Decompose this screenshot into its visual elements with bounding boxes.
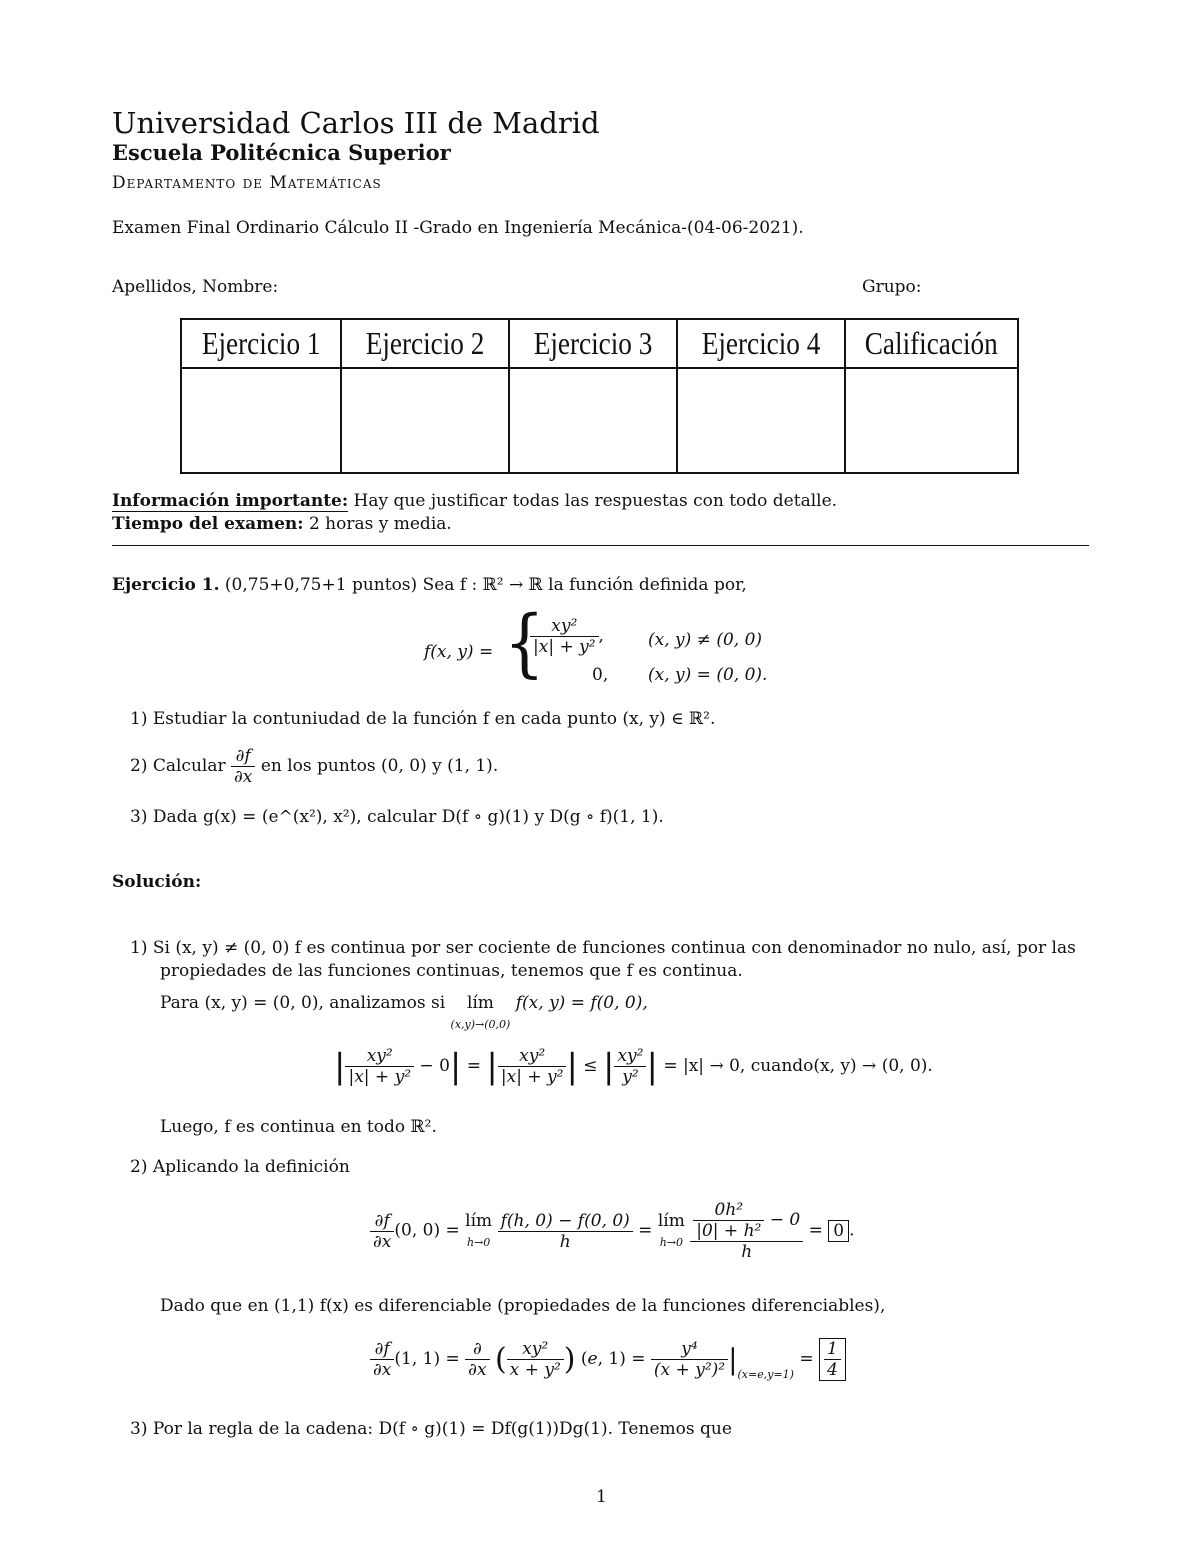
case-2-value: 0, xyxy=(592,665,609,685)
case-1-condition: (x, y) ≠ (0, 0) xyxy=(648,630,763,650)
page-number: 1 xyxy=(596,1487,607,1507)
group-label: Grupo: xyxy=(862,277,922,297)
solution-1-line-1: 1) Si (x, y) ≠ (0, 0) f es continua por ser cociente de funciones continua con denominador no nulo, así, por las xyxy=(130,938,1076,958)
grade-cell-1[interactable] xyxy=(181,368,341,473)
department-name: Departamento de Matemáticas xyxy=(112,173,382,193)
inequality-equation: | $\frac{\text{xy²}}{\text{|x| + y²}}$ − 0| = | $\frac{\text{xy²}}{\text{|x| + y²}}$ | ≤ | $\frac{\text{xy²}}{\text{y²}}$ | = |x| → 0, cuando(x, y) → (0, 0). xyxy=(334,1046,933,1087)
grades-header-5: Calificación xyxy=(858,319,1005,368)
grades-header-3: Ejercicio 3 xyxy=(522,319,665,368)
function-lhs: f(x, y) = xyxy=(424,642,494,662)
exam-time: Tiempo del examen: 2 horas y media. xyxy=(112,514,452,534)
divider xyxy=(112,545,1089,546)
grades-table xyxy=(180,318,1019,474)
solution-1-line-2: propiedades de las funciones continuas, tenemos que f es continua. xyxy=(160,961,743,981)
partial-derivative-definition: $\frac{\partial f}{\partial x}$ (0, 0) = lím h→0 $\frac{f(h, 0) - f(0, 0)}{h}$ = lím h→0 $\frac{\text{0h²}}{\text{|0| + h²}}$ − 0 h = 0 . xyxy=(370,1200,855,1262)
name-label: Apellidos, Nombre: xyxy=(112,277,279,297)
grade-cell-3[interactable] xyxy=(509,368,677,473)
question-1: 1) Estudiar la contuniudad de la función f en cada punto (x, y) ∈ ℝ². xyxy=(130,709,716,729)
important-info: Información importante: Hay que justificar todas las respuestas con todo detalle. xyxy=(112,491,838,511)
brace-icon: { xyxy=(504,601,545,687)
partial-derivative-at-1-1: $\frac{\partial f}{\partial x}$ (1, 1) = $\frac{\partial}{\partial x}$ ( $\frac{\text{xy²}}{\text{x + y²}}$ ) (e, 1) = $\frac{\text{y⁴}}{\text{(x + y²)²}}$ $|_{(x=e,y=1)}$ = $\frac{1}{4}$ xyxy=(370,1338,846,1381)
exercise-1-statement: Ejercicio 1. (0,75+0,75+1 puntos) Sea f : ℝ² → ℝ la función definida por, xyxy=(112,575,747,595)
grade-cell-4[interactable] xyxy=(677,368,845,473)
university-title: Universidad Carlos III de Madrid xyxy=(112,106,600,140)
solution-2-intro: 2) Aplicando la definición xyxy=(130,1157,350,1177)
question-3: 3) Dada g(x) = (e^(x²), x²), calcular D(f ∘ g)(1) y D(g ∘ f)(1, 1). xyxy=(130,807,664,827)
grades-header-1: Ejercicio 1 xyxy=(193,319,329,368)
question-2: 2) Calcular $\frac{\partial f}{\partial x}$ en los puntos (0, 0) y (1, 1). xyxy=(130,746,499,787)
solution-1-conclusion: Luego, f es continua en todo ℝ². xyxy=(160,1117,437,1137)
solution-3-intro: 3) Por la regla de la cadena: D(f ∘ g)(1) = Df(g(1))Dg(1). Tenemos que xyxy=(130,1419,732,1439)
exam-title: Examen Final Ordinario Cálculo II -Grado en Ingeniería Mecánica-(04-06-2021). xyxy=(112,218,804,238)
grades-header-2: Ejercicio 2 xyxy=(354,319,497,368)
solution-1-line-3: Para (x, y) = (0, 0), analizamos si lím (x,y)→(0,0) f(x, y) = f(0, 0), xyxy=(160,993,648,1031)
solution-2-text: Dado que en (1,1) f(x) es diferenciable (propiedades de la funciones diferenciables), xyxy=(160,1296,886,1316)
result-box: 0 xyxy=(828,1220,849,1242)
grade-cell-total[interactable] xyxy=(845,368,1018,473)
case-1-expression: $\frac{\text{xy²}}{\text{|x| + y²}}$ , xyxy=(530,616,604,657)
case-2-condition: (x, y) = (0, 0). xyxy=(648,665,768,685)
grades-header-4: Ejercicio 4 xyxy=(690,319,833,368)
grade-cell-2[interactable] xyxy=(341,368,509,473)
school-name: Escuela Politécnica Superior xyxy=(112,140,451,165)
solution-label: Solución: xyxy=(112,872,202,892)
